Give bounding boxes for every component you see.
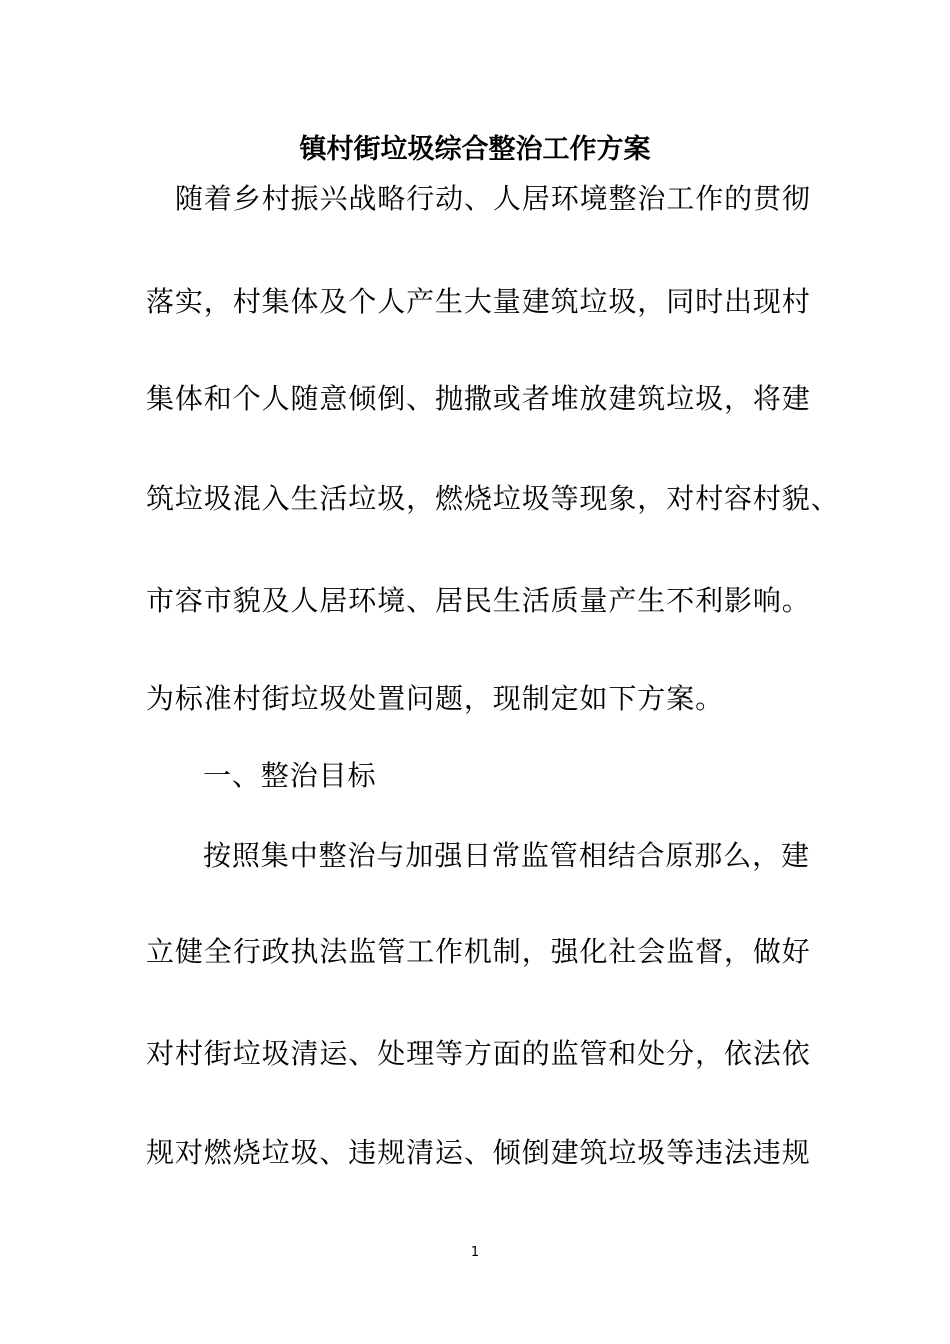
paragraph-line: 随着乡村振兴战略行动、人居环境整治工作的贯彻: [175, 182, 811, 215]
paragraph-line: 筑垃圾混入生活垃圾，燃烧垃圾等现象，对村容村貌、: [146, 482, 840, 515]
paragraph-line: 按照集中整治与加强日常监管相结合原那么，建: [203, 839, 810, 872]
paragraph-line: 为标准村街垃圾处置问题，现制定如下方案。: [146, 682, 725, 715]
section-heading: 一、整治目标: [203, 759, 377, 792]
page-number: 1: [470, 1245, 480, 1260]
paragraph-line: 落实，村集体及个人产生大量建筑垃圾，同时出现村: [146, 285, 811, 318]
paragraph-line: 对村街垃圾清运、处理等方面的监管和处分，依法依: [146, 1037, 811, 1070]
paragraph-line: 立健全行政执法监管工作机制，强化社会监督，做好: [146, 935, 811, 968]
document-title: 镇村街垃圾综合整治工作方案: [299, 134, 651, 165]
paragraph-line: 规对燃烧垃圾、违规清运、倾倒建筑垃圾等违法违规: [146, 1136, 811, 1169]
paragraph-line: 集体和个人随意倾倒、抛撒或者堆放建筑垃圾，将建: [146, 382, 811, 415]
paragraph-line: 市容市貌及人居环境、居民生活质量产生不利影响。: [146, 584, 811, 617]
